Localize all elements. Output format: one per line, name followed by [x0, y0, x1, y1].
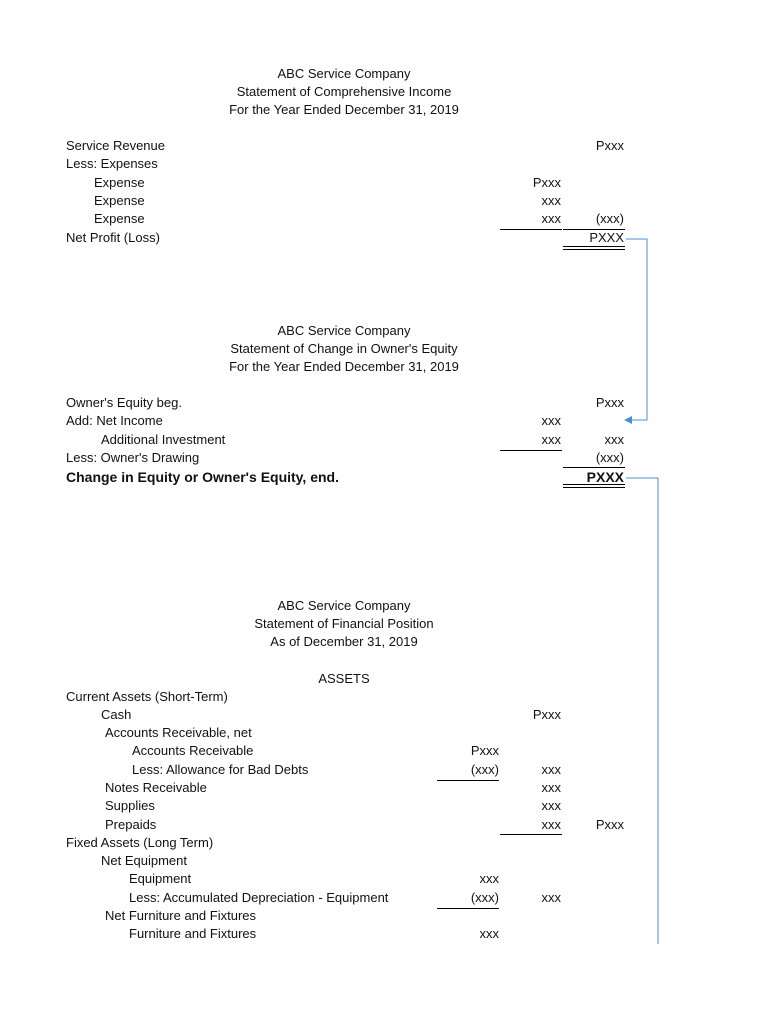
position-title: Statement of Financial Position — [254, 616, 434, 631]
ar-label: Accounts Receivable — [132, 743, 254, 758]
net-profit-label: Net Profit (Loss) — [66, 230, 160, 245]
net-income-value: xxx — [541, 413, 561, 428]
cash-label: Cash — [101, 707, 132, 722]
income-company: ABC Service Company — [277, 66, 411, 81]
equipment-value: xxx — [479, 871, 499, 886]
equity-to-position-connector — [626, 478, 658, 944]
equity-beg-value: Pxxx — [595, 395, 624, 410]
notes-receivable-label: Notes Receivable — [105, 780, 207, 795]
allowance-value: (xxx) — [470, 762, 499, 777]
prepaids-label: Prepaids — [105, 817, 157, 832]
equity-title: Statement of Change in Owner's Equity — [230, 341, 458, 356]
furniture-label: Furniture and Fixtures — [129, 926, 257, 941]
notes-receivable-value: xxx — [541, 780, 561, 795]
net-equipment-label: Net Equipment — [101, 853, 187, 868]
position-company: ABC Service Company — [277, 598, 411, 613]
assets-heading: ASSETS — [318, 671, 370, 686]
additions-total: xxx — [604, 432, 624, 447]
position-period: As of December 31, 2019 — [270, 634, 418, 649]
expense-1-value: Pxxx — [532, 175, 561, 190]
equity-period: For the Year Ended December 31, 2019 — [229, 359, 459, 374]
cash-value: Pxxx — [532, 707, 561, 722]
ar-net-label: Accounts Receivable, net — [105, 725, 252, 740]
equity-end-label: Change in Equity or Owner's Equity, end. — [66, 469, 339, 485]
equity-company: ABC Service Company — [277, 323, 411, 338]
prepaids-value: xxx — [541, 817, 561, 832]
supplies-value: xxx — [541, 798, 561, 813]
supplies-label: Supplies — [105, 798, 155, 813]
net-profit-value: PXXX — [589, 230, 624, 245]
expense-1-label: Expense — [94, 175, 145, 190]
expense-2-label: Expense — [94, 193, 145, 208]
net-income-label: Add: Net Income — [66, 413, 163, 428]
furniture-value: xxx — [479, 926, 499, 941]
additional-investment-label: Additional Investment — [101, 432, 226, 447]
income-period: For the Year Ended December 31, 2019 — [229, 102, 459, 117]
drawing-label: Less: Owner's Drawing — [66, 450, 200, 465]
equipment-label: Equipment — [129, 871, 192, 886]
allowance-label: Less: Allowance for Bad Debts — [132, 762, 309, 777]
net-equipment-value: xxx — [541, 890, 561, 905]
expense-3-label: Expense — [94, 211, 145, 226]
current-assets-label: Current Assets (Short-Term) — [66, 689, 228, 704]
fixed-assets-label: Fixed Assets (Long Term) — [66, 835, 214, 850]
net-profit-to-equity-connector — [626, 239, 647, 420]
additional-investment-value: xxx — [541, 432, 561, 447]
connector-arrowhead — [624, 416, 632, 424]
acc-dep-label: Less: Accumulated Depreciation - Equipment — [129, 890, 389, 905]
expense-2-value: xxx — [541, 193, 561, 208]
equity-beg-label: Owner's Equity beg. — [66, 395, 182, 410]
income-title: Statement of Comprehensive Income — [236, 84, 452, 99]
acc-dep-value: (xxx) — [470, 890, 499, 905]
current-assets-total: Pxxx — [595, 817, 624, 832]
ar-value: Pxxx — [470, 743, 499, 758]
service-revenue-label: Service Revenue — [66, 138, 165, 153]
expenses-total: (xxx) — [595, 211, 624, 226]
less-expenses-label: Less: Expenses — [66, 156, 158, 171]
ar-net-value: xxx — [541, 762, 561, 777]
drawing-value: (xxx) — [595, 450, 624, 465]
expense-3-value: xxx — [541, 211, 561, 226]
service-revenue-value: Pxxx — [595, 138, 624, 153]
equity-end-value: PXXX — [586, 469, 624, 485]
net-furniture-label: Net Furniture and Fixtures — [105, 908, 257, 923]
